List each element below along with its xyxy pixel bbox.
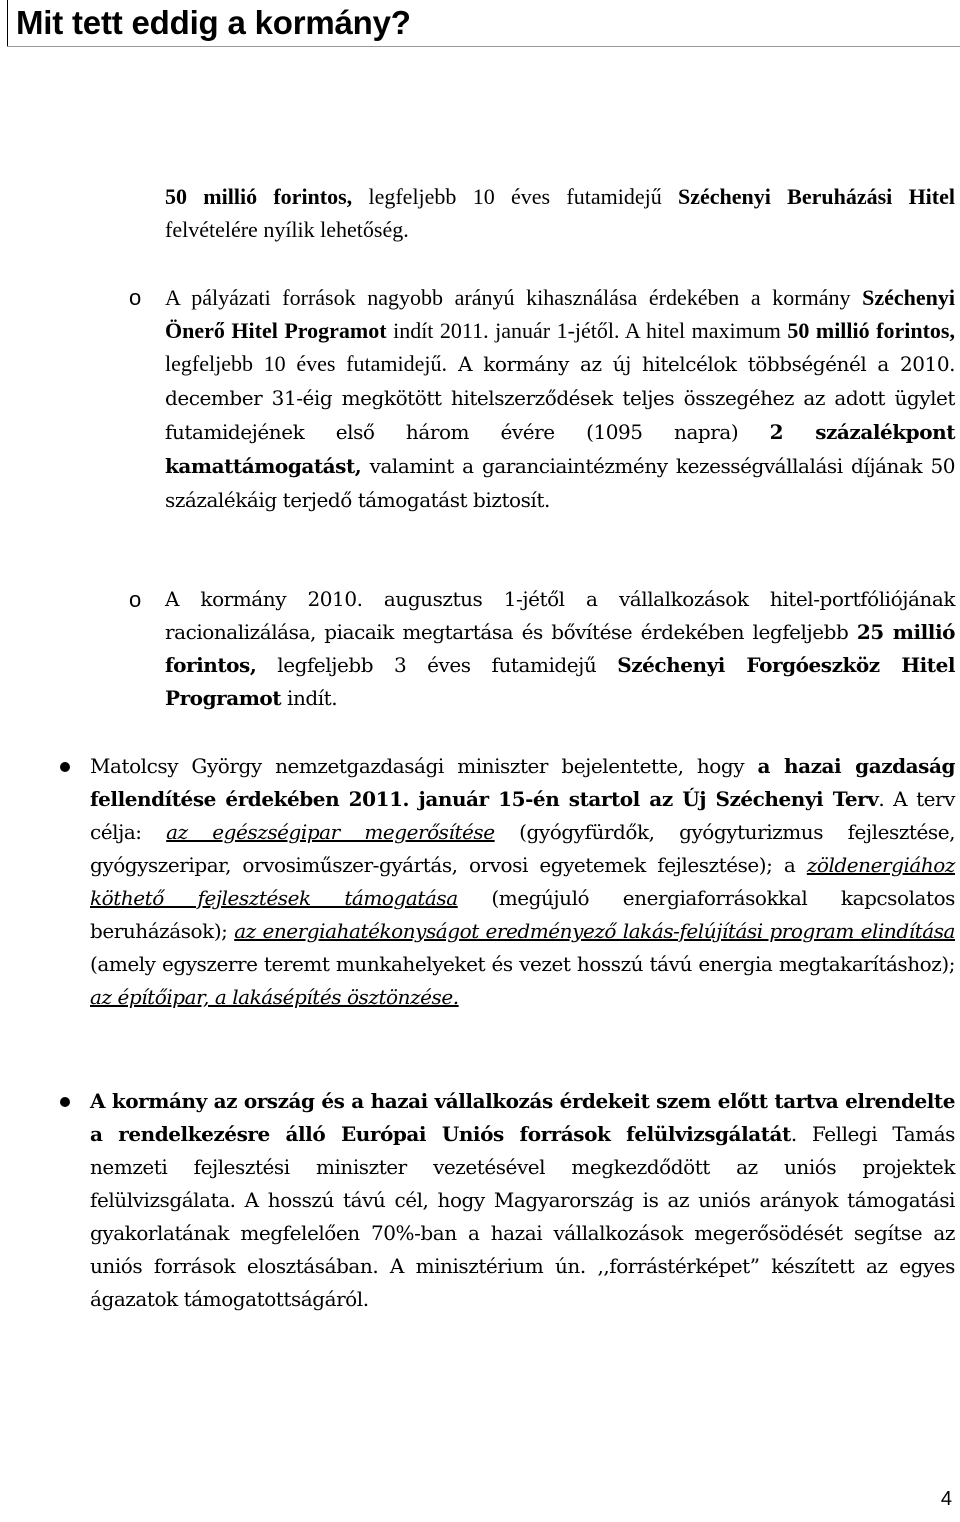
- bullet-uj-szechenyi-terv: [90, 750, 955, 1014]
- italic-underlined-text: az energiahatékonyságot eredményező lakás-felújítási program elindítása: [234, 919, 956, 943]
- text-run: legfeljebb 10 éves futamidejű.: [165, 351, 447, 376]
- text-run: . Fellegi Tamás nemzeti fejlesztési miniszter vezetésével megkezdődött az uniós projektek felülvizsgálata. A hosszú távú cél, hogy Magyarország is az uniós arányok támogatási gyakorlatának megfelelően 70%-ban a hazai vállalkozások megerősödését segítse az uniós források elosztásában. A minisztérium ún. ,,forrástérképet” készített az egyes ágazatok támogatottságáról.: [90, 1122, 955, 1311]
- italic-underlined-text: az építőipar, a lakásépítés ösztönzése.: [90, 985, 459, 1009]
- paragraph-text: [90, 1085, 955, 1316]
- sub-bullet-marker: o: [129, 285, 142, 310]
- italic-underlined-text: az egészségipar megerősítése: [166, 820, 495, 844]
- text-run: (amely egyszerre teremt munkahelyeket és vezet hosszú távú energia megtakarításhoz);: [90, 952, 955, 976]
- bullet-eu-forrasok: [90, 1085, 955, 1316]
- bold-text: 2 százalékpont kamattámogatást,: [165, 420, 955, 478]
- bold-text: Széchenyi Beruházási Hitel: [678, 184, 955, 209]
- text-run: Matolcsy György nemzetgazdasági miniszter bejelentette, hogy: [90, 754, 758, 778]
- text-run: indít 2011. január 1-jétől. A hitel maximum: [386, 318, 788, 343]
- bullet-dot: [60, 1097, 70, 1107]
- sub-bullet-onero-hitel: [165, 281, 955, 517]
- text-run: A kormány 2010. augusztus 1-jétől a vállalkozások hitel-portfóliójának racionalizálása, piacaik megtartása és bővítése érdekében legfeljebb: [165, 587, 955, 644]
- text-run: felvételére nyílik lehetőség.: [165, 217, 409, 242]
- bold-text: Széchenyi Forgóeszköz Hitel Programot: [165, 653, 956, 710]
- text-run: A kormány az új hitelcélok többségénél a 2010. december 31-éig megkötött hitelszerződések teljes összegéhez az adott ügylet futamidejének első három évére (1095 napra): [165, 352, 955, 444]
- text-run: A pályázati források nagyobb arányú kihasználása érdekében a kormány: [165, 285, 863, 310]
- paragraph-text: [165, 281, 955, 517]
- paragraph-text: [165, 180, 955, 246]
- paragraph-text: [90, 750, 955, 1014]
- sub-bullet-marker: o: [129, 587, 142, 612]
- paragraph-continuation: [165, 180, 955, 246]
- bold-text: 50 millió forintos,: [165, 184, 353, 209]
- sub-bullet-forgoeszkoz-hitel: [165, 583, 955, 715]
- text-run: legfeljebb 3 éves futamidejű: [256, 653, 618, 677]
- bold-text: 50 millió forintos,: [787, 318, 955, 343]
- page-number: 4: [940, 1488, 952, 1510]
- bullet-dot: [60, 762, 70, 772]
- header-left-rule: [7, 0, 8, 46]
- bold-text: 25 millió forintos,: [165, 620, 955, 677]
- text-run: valamint a garanciaintézmény kezességvállalási díjának 50 százalékáig terjedő támogatást biztosít.: [165, 454, 955, 512]
- text-run: . A terv célja:: [90, 787, 956, 844]
- text-run: indít.: [281, 686, 338, 710]
- header-rule: [7, 46, 960, 47]
- paragraph-text: [165, 583, 955, 715]
- bold-text: a hazai gazdaság fellendítése érdekében 2011. január 15-én startol az Új Széchenyi Terv: [90, 754, 956, 811]
- bold-text: Széchenyi Önerő Hitel Programot: [165, 285, 955, 343]
- text-run: legfeljebb 10 éves futamidejű: [352, 184, 678, 209]
- page-title: Mit tett eddig a kormány?: [16, 4, 411, 41]
- text-run: (megújuló energiaforrásokkal kapcsolatos beruházások);: [90, 886, 955, 943]
- bold-text: A kormány az ország és a hazai vállalkozás érdekeit szem előtt tartva elrendelte a rendelkezésre álló Európai Uniós források felülvizsgálatát: [90, 1089, 955, 1146]
- text-run: (gyógyfürdők, gyógyturizmus fejlesztése, gyógyszeripar, orvosiműszer-gyártás, orvosi egyetemek fejlesztése); a: [90, 820, 955, 877]
- italic-underlined-text: zöldenergiához köthető fejlesztések támogatása: [90, 853, 955, 910]
